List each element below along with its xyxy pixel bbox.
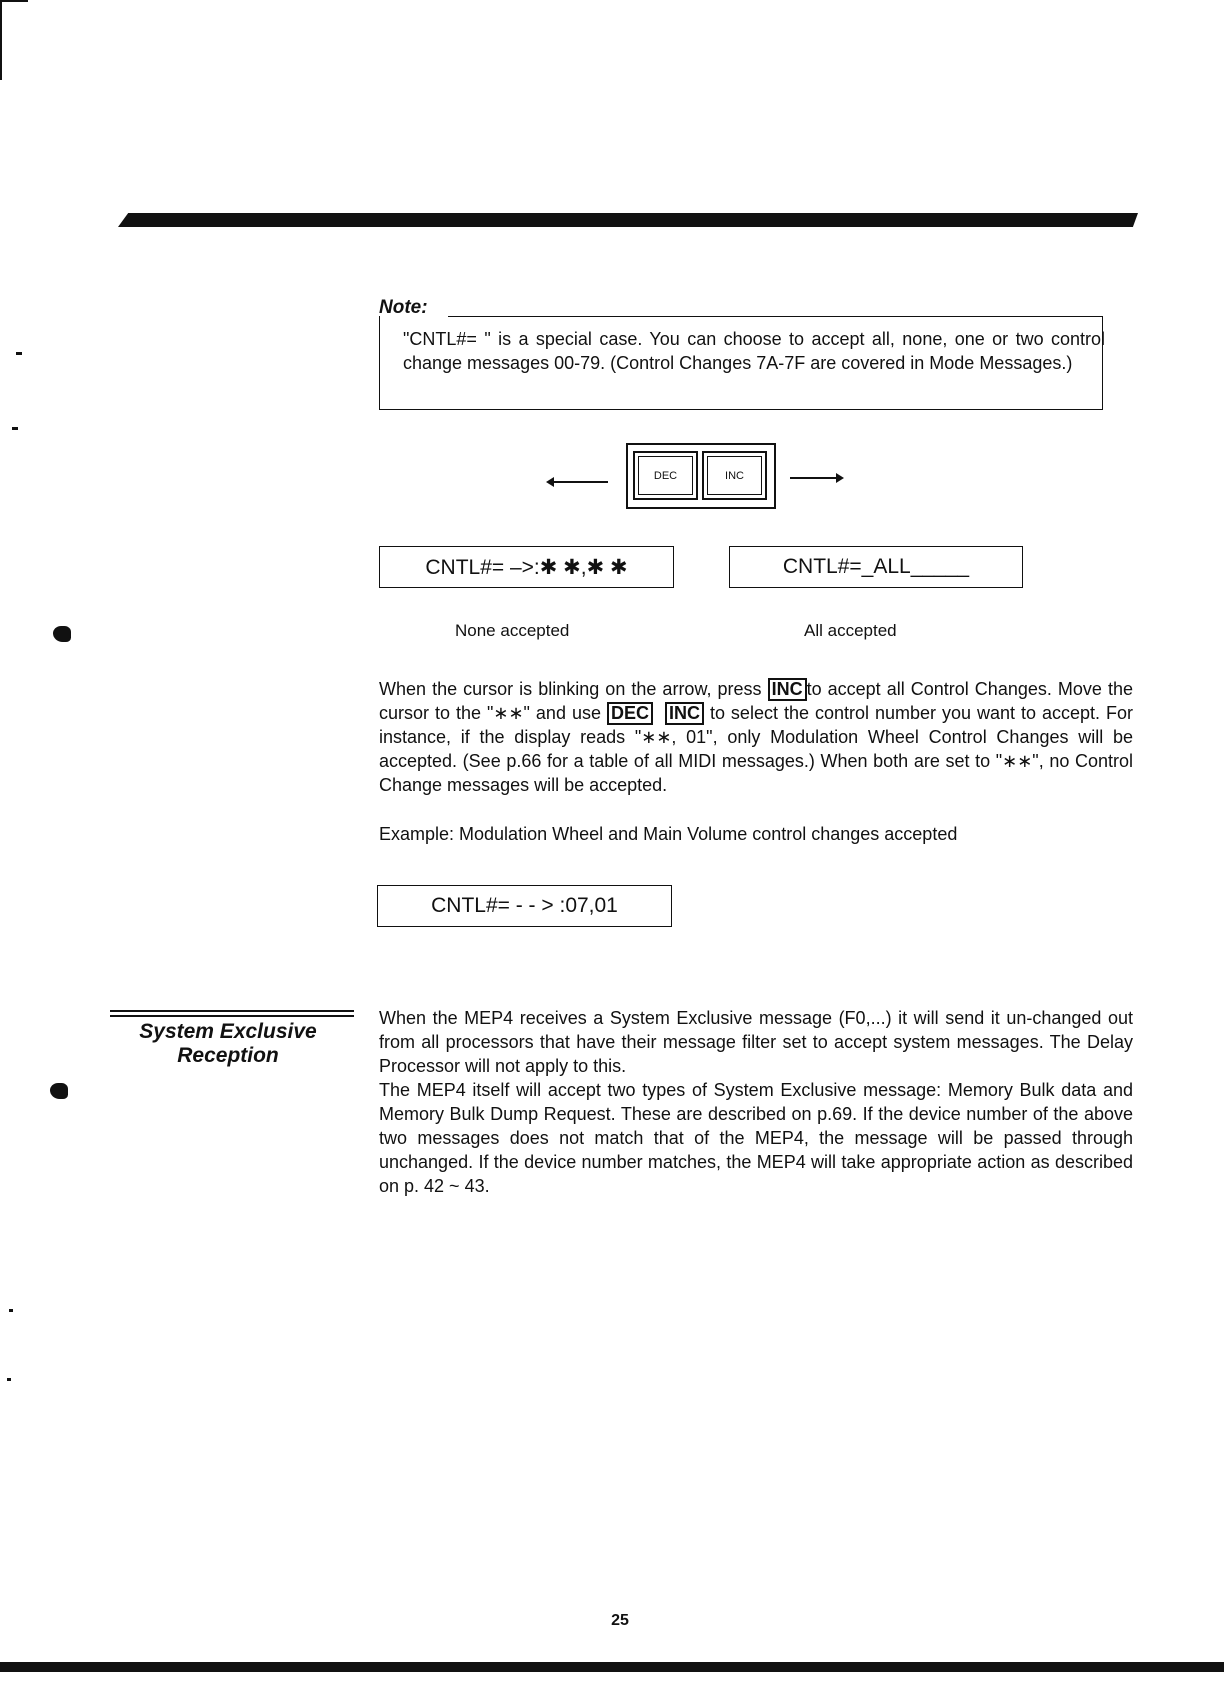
- caption-all-accepted: All accepted: [804, 621, 897, 640]
- inc-button[interactable]: INC: [702, 451, 767, 500]
- section-rule: [110, 1015, 354, 1017]
- sysex-paragraph-2: The MEP4 itself will accept two types of System Exclusive message: Memory Bulk data and Memory Bulk Dump Request. These are described on p.69. If the device number of the above two messages does not match that of the MEP4, the message will be passed through unchanged. If the device number matches, the MEP4 will take appropriate action as described on p. 42 ~ 43.: [379, 1080, 1133, 1196]
- text-run: When the cursor is blinking on the arrow, press: [379, 679, 768, 699]
- scan-speck: [7, 1378, 11, 1381]
- display-none-accepted: CNTL#= –>:✱ ✱,✱ ✱: [379, 546, 674, 588]
- caption-none-accepted: None accepted: [455, 621, 570, 640]
- header-bar: [118, 213, 1138, 227]
- scan-speck: [9, 1309, 13, 1312]
- display-all-accepted: CNTL#=_ALL_____: [729, 546, 1023, 588]
- section-rule: [110, 1010, 354, 1012]
- example-text: Example: Modulation Wheel and Main Volume control changes accepted: [379, 824, 958, 844]
- dec-button[interactable]: DEC: [633, 451, 698, 500]
- text-run: to accept all Control Changes. Move the cursor to the "∗∗" and use: [379, 679, 1133, 723]
- text-run: to select the control number you want to accept. For instance, if the display reads "∗∗, 01", only Modulation Wheel Control Changes will be accepted. (See p.66 for a table of all MIDI messages.) When both are set to "∗∗", no Control Change messages will be accepted.: [379, 703, 1134, 795]
- binder-hole-mark: [50, 1083, 68, 1099]
- display-example: CNTL#= - - > :07,01: [377, 885, 672, 927]
- arrow-left-icon: [552, 481, 608, 483]
- corner-mark-horizontal: [0, 0, 28, 2]
- inc-key-label: INC: [768, 678, 807, 701]
- note-text: "CNTL#= " is a special case. You can choose to accept all, none, one or two control change messages 00-79. (Control Changes 7A-7F are covered in Mode Messages.): [403, 329, 1105, 373]
- footer-bar: [0, 1662, 1224, 1672]
- sysex-text: [379, 1006, 1133, 1198]
- cursor-instructions: [379, 677, 1133, 797]
- dec-key-label: DEC: [607, 702, 653, 725]
- section-title-line2: Reception: [177, 1044, 279, 1067]
- inc-key-label: INC: [665, 702, 704, 725]
- corner-mark-vertical: [0, 0, 2, 80]
- sysex-paragraph-1: When the MEP4 receives a System Exclusive message (F0,...) it will send it un-changed out from all processors that have their message filter set to accept system messages. The Delay Processor will not apply to this.: [379, 1008, 1133, 1076]
- scan-speck: [12, 427, 18, 430]
- section-title-line1: System Exclusive: [139, 1020, 317, 1043]
- scan-speck: [16, 352, 22, 355]
- binder-hole-mark: [53, 626, 71, 642]
- page-number: 25: [611, 1612, 629, 1629]
- arrow-right-icon: [790, 477, 838, 479]
- section-title: [118, 1020, 338, 1068]
- note-title: Note:: [379, 297, 428, 318]
